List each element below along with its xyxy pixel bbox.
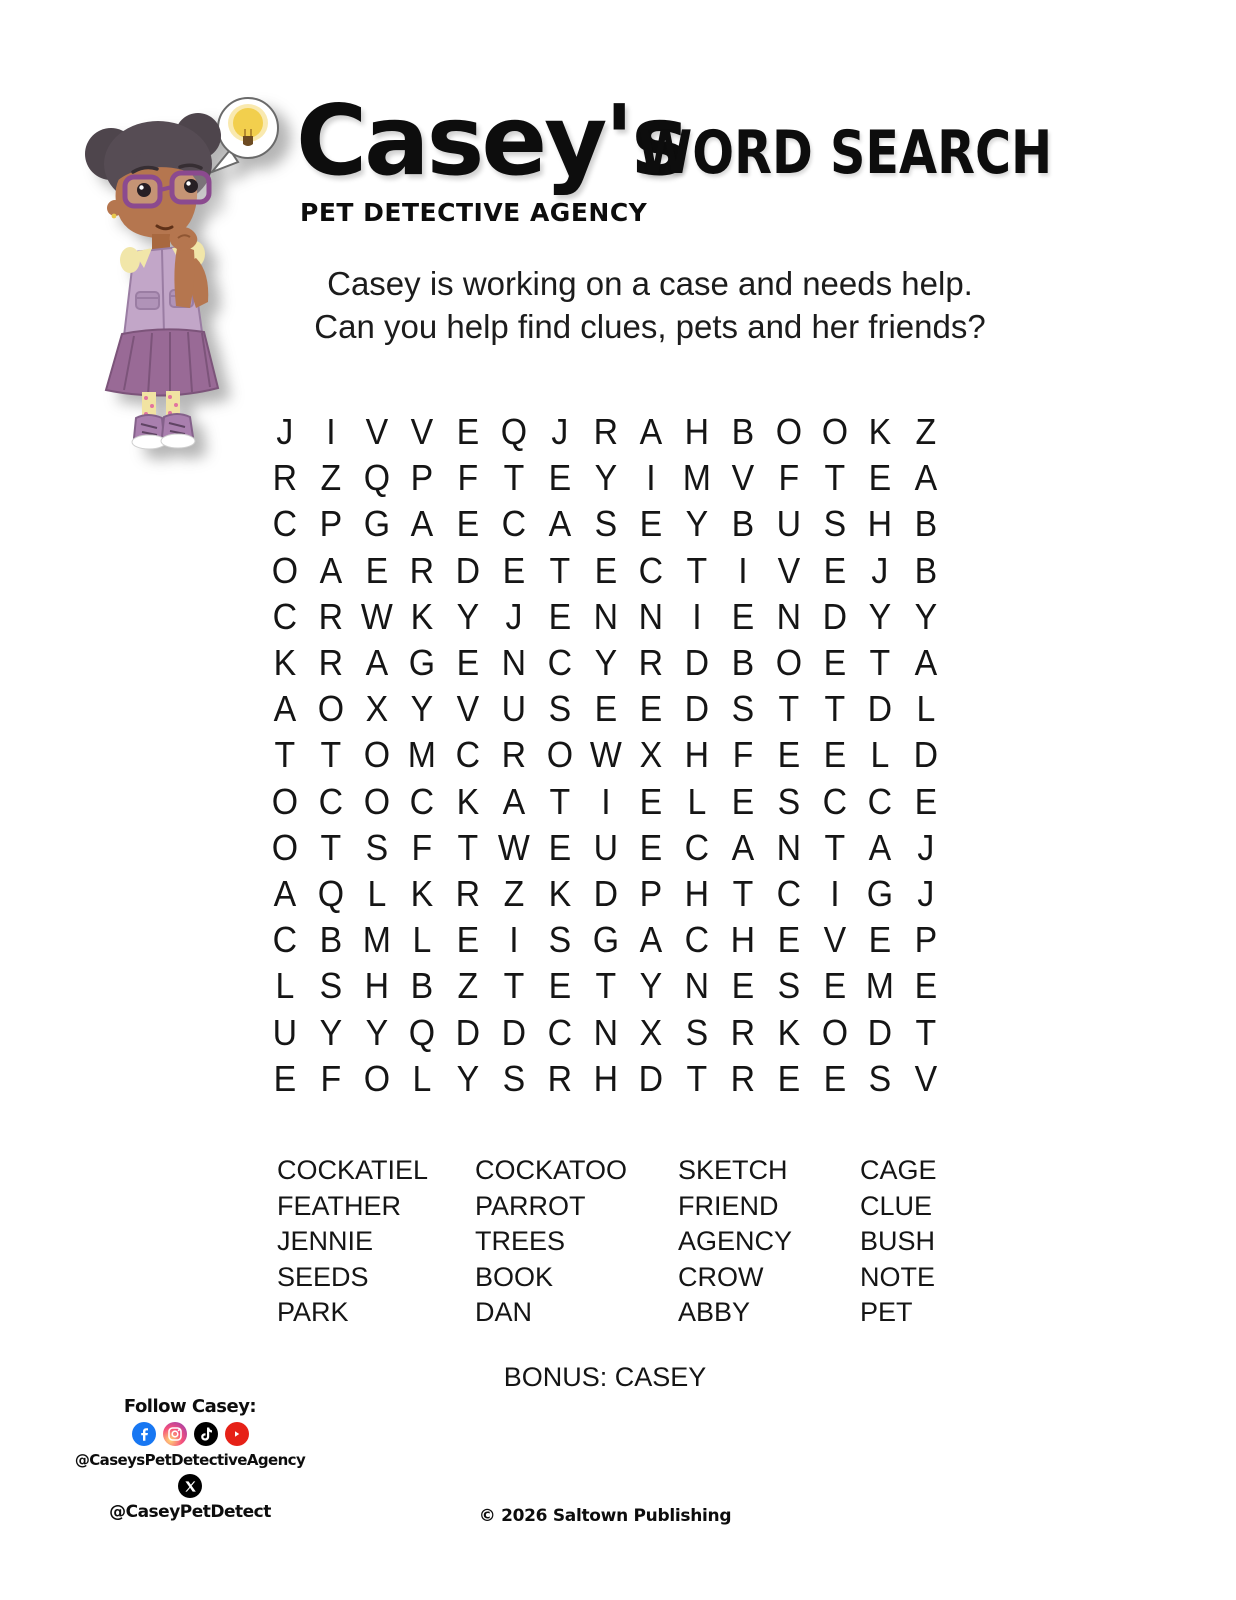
grid-letter: S	[365, 826, 388, 868]
word-list-item: FEATHER	[277, 1190, 402, 1221]
word-list-column-2	[475, 1153, 678, 1331]
grid-letter: E	[548, 965, 571, 1007]
grid-letter: V	[914, 1057, 938, 1099]
grid-letter: E	[823, 734, 846, 776]
grid-letter: C	[868, 780, 893, 822]
grid-letter: L	[687, 780, 707, 822]
grid-letter: P	[640, 873, 663, 915]
grid-letter: O	[821, 1011, 848, 1053]
grid-letter: C	[272, 503, 298, 545]
word-list-item: NOTE	[860, 1261, 936, 1292]
grid-letter: T	[549, 780, 571, 822]
grid-letter: X	[365, 688, 388, 730]
grid-letter: M	[408, 734, 437, 776]
grid-letter: K	[777, 1011, 800, 1053]
grid-letter: Q	[363, 457, 390, 499]
grid-letter: H	[730, 919, 756, 961]
word-list-item: CROW	[678, 1261, 764, 1292]
grid-letter: Y	[640, 965, 663, 1007]
grid-letter: A	[869, 826, 892, 868]
grid-letter: E	[823, 642, 846, 684]
grid-letter: I	[325, 411, 336, 453]
grid-letter: D	[455, 549, 481, 591]
grid-letter: S	[685, 1011, 709, 1053]
grid-letter: A	[548, 503, 571, 545]
grid-letter: E	[731, 965, 755, 1007]
word-list-item: CLUE	[860, 1190, 933, 1221]
grid-letter: A	[914, 642, 938, 684]
grid-letter: A	[502, 780, 526, 822]
grid-letter: B	[914, 503, 938, 545]
grid-letter: C	[547, 642, 572, 684]
word-list-item: DAN	[475, 1297, 533, 1328]
grid-letter: X	[640, 1011, 663, 1053]
grid-letter: A	[914, 457, 938, 499]
x-icon	[178, 1474, 202, 1498]
idea-speech-bubble	[212, 98, 278, 172]
grid-letter: H	[593, 1057, 618, 1099]
grid-letter: E	[777, 734, 800, 776]
word-list-column-3	[678, 1153, 860, 1331]
grid-letter: T	[732, 873, 754, 915]
grid-letter: E	[456, 919, 480, 961]
grid-letter: E	[594, 688, 617, 730]
grid-letter: Y	[594, 457, 617, 499]
grid-letter: Q	[317, 873, 344, 915]
grid-letter: R	[547, 1057, 572, 1099]
grid-letter: T	[320, 826, 342, 868]
grid-letter: C	[684, 826, 710, 868]
grid-letter: J	[505, 595, 523, 637]
grid-letter: D	[913, 734, 939, 776]
grid-letter: Y	[869, 595, 892, 637]
grid-letter: N	[684, 965, 710, 1007]
grid-letter: O	[363, 780, 390, 822]
grid-letter: O	[271, 549, 299, 591]
grid-letter: F	[732, 734, 754, 776]
grid-letter: Z	[320, 457, 342, 499]
grid-letter: E	[869, 457, 892, 499]
grid-letter: E	[365, 549, 388, 591]
word-list	[277, 1153, 977, 1331]
grid-letter: R	[272, 457, 298, 499]
word-list-item: FRIEND	[678, 1190, 779, 1221]
follow-casey-label: Follow Casey:	[123, 1396, 257, 1417]
grid-letter: N	[593, 1011, 618, 1053]
grid-letter: N	[776, 826, 801, 868]
grid-letter: V	[731, 457, 755, 499]
grid-letter: I	[509, 919, 519, 961]
grid-letter: W	[589, 734, 622, 776]
word-list-item: PET	[860, 1297, 913, 1328]
grid-letter: J	[276, 411, 294, 453]
grid-letter: L	[412, 1057, 432, 1099]
grid-letter: W	[497, 826, 530, 868]
grid-letter: D	[593, 873, 618, 915]
grid-letter: Z	[915, 411, 937, 453]
grid-letter: Y	[456, 1057, 480, 1099]
grid-letter: O	[546, 734, 573, 776]
grid-letter: E	[548, 595, 571, 637]
grid-letter: S	[777, 780, 800, 822]
grid-letter: R	[730, 1057, 756, 1099]
grid-letter: G	[409, 642, 436, 684]
word-list-item: ABBY	[678, 1297, 751, 1328]
grid-letter: I	[692, 595, 702, 637]
grid-letter: E	[640, 688, 663, 730]
word-list-item: AGENCY	[678, 1226, 793, 1257]
social-block	[70, 1396, 310, 1522]
grid-letter: E	[823, 549, 846, 591]
brand-subtitle: PET DETECTIVE AGENCY	[300, 198, 648, 227]
grid-letter: T	[595, 965, 616, 1007]
grid-letter: J	[917, 873, 935, 915]
grid-letter: F	[778, 457, 800, 499]
grid-letter: V	[777, 549, 800, 591]
word-list-item: SKETCH	[678, 1155, 788, 1185]
grid-letter: Q	[409, 1011, 436, 1053]
grid-letter: E	[914, 965, 938, 1007]
grid-letter: C	[822, 780, 847, 822]
grid-letter: B	[411, 965, 434, 1007]
letter-grid	[262, 409, 949, 1102]
grid-letter: U	[593, 826, 618, 868]
grid-letter: N	[501, 642, 527, 684]
facebook-icon	[132, 1422, 156, 1446]
grid-letter: G	[363, 503, 390, 545]
grid-letter: A	[411, 503, 434, 545]
grid-letter: D	[455, 1011, 481, 1053]
grid-letter: E	[731, 595, 755, 637]
grid-letter: S	[548, 919, 571, 961]
grid-letter: W	[360, 595, 393, 637]
bonus-word-label: BONUS: CASEY	[503, 1362, 707, 1392]
word-list-item: PARROT	[475, 1190, 586, 1221]
grid-letter: I	[600, 780, 611, 822]
grid-letter: K	[456, 780, 480, 822]
grid-letter: C	[547, 1011, 572, 1053]
grid-letter: T	[274, 734, 296, 776]
grid-letter: Z	[503, 873, 525, 915]
instagram-icon	[163, 1422, 187, 1446]
grid-letter: D	[684, 688, 710, 730]
grid-letter: C	[410, 780, 435, 822]
grid-letter: O	[821, 411, 848, 453]
grid-letter: G	[867, 873, 894, 915]
grid-letter: Q	[500, 411, 528, 453]
grid-letter: U	[776, 503, 801, 545]
grid-letter: E	[594, 549, 617, 591]
grid-letter: S	[594, 503, 617, 545]
page-title: WORD SEARCH	[638, 118, 1053, 188]
grid-letter: Y	[594, 642, 617, 684]
grid-letter: C	[455, 734, 481, 776]
social-handle-main: @CaseysPetDetectiveAgency	[74, 1451, 306, 1469]
youtube-icon	[225, 1422, 249, 1446]
grid-letter: H	[868, 503, 893, 545]
brand-title: Casey's	[296, 84, 686, 197]
grid-letter: D	[868, 1011, 893, 1053]
grid-letter: R	[593, 411, 618, 453]
grid-letter: B	[731, 503, 755, 545]
tiktok-icon	[194, 1422, 218, 1446]
grid-letter: P	[319, 503, 342, 545]
grid-letter: U	[272, 1011, 298, 1053]
grid-letter: C	[272, 919, 298, 961]
grid-letter: T	[686, 549, 708, 591]
grid-letter: R	[730, 1011, 756, 1053]
grid-letter: S	[548, 688, 571, 730]
grid-letter: K	[411, 873, 434, 915]
grid-letter: K	[869, 411, 892, 453]
grid-letter: Y	[914, 595, 938, 637]
grid-letter: E	[869, 919, 892, 961]
word-list-column-4	[860, 1153, 970, 1331]
grid-letter: H	[684, 873, 710, 915]
grid-letter: P	[411, 457, 434, 499]
grid-letter: O	[775, 642, 802, 684]
grid-letter: S	[319, 965, 342, 1007]
grid-letter: I	[646, 457, 656, 499]
grid-letter: T	[869, 642, 891, 684]
grid-letter: F	[457, 457, 479, 499]
grid-letter: R	[318, 642, 343, 684]
grid-letter: C	[684, 919, 710, 961]
word-list-item: CAGE	[860, 1155, 937, 1185]
grid-letter: E	[456, 503, 480, 545]
grid-letter: A	[273, 688, 297, 730]
word-list-item: COCKATOO	[475, 1155, 628, 1185]
grid-letter: Y	[685, 503, 709, 545]
grid-letter: C	[639, 549, 664, 591]
grid-letter: O	[775, 411, 802, 453]
grid-letter: S	[731, 688, 755, 730]
word-list-item: PARK	[277, 1297, 349, 1328]
intro-line-2: Can you help find clues, pets and her friends?	[314, 308, 986, 345]
grid-letter: I	[738, 549, 748, 591]
grid-letter: C	[501, 503, 527, 545]
grid-letter: A	[273, 873, 297, 915]
social-icon-row	[70, 1422, 310, 1446]
grid-letter: Z	[457, 965, 479, 1007]
grid-letter: S	[502, 1057, 526, 1099]
grid-letter: P	[914, 919, 938, 961]
grid-letter: E	[640, 780, 663, 822]
grid-letter: A	[319, 549, 342, 591]
grid-letter: H	[684, 411, 710, 453]
grid-letter: T	[778, 688, 800, 730]
grid-letter: G	[592, 919, 619, 961]
word-list-item: BOOK	[475, 1261, 554, 1292]
grid-letter: E	[777, 919, 800, 961]
word-list-column-1	[277, 1153, 475, 1331]
grid-letter: T	[915, 1011, 937, 1053]
intro-line-1: Casey is working on a case and needs help.	[327, 265, 973, 302]
social-handle-x: @CaseyPetDetect	[109, 1502, 271, 1522]
grid-letter: O	[317, 688, 344, 730]
word-list-item: BUSH	[860, 1226, 936, 1257]
grid-letter: I	[829, 873, 840, 915]
copyright-line: © 2026 Saltown Publishing	[478, 1506, 732, 1526]
grid-letter: E	[731, 780, 755, 822]
grid-letter: E	[456, 642, 480, 684]
grid-letter: E	[823, 965, 846, 1007]
grid-letter: L	[275, 965, 295, 1007]
grid-letter: O	[271, 826, 299, 868]
intro-text	[228, 262, 1072, 348]
grid-letter: J	[871, 549, 889, 591]
grid-letter: V	[365, 411, 388, 453]
grid-letter: E	[548, 826, 571, 868]
grid-letter: R	[455, 873, 481, 915]
grid-letter: H	[684, 734, 710, 776]
grid-letter: L	[916, 688, 936, 730]
grid-letter: R	[410, 549, 435, 591]
grid-letter: D	[822, 595, 847, 637]
grid-letter: F	[320, 1057, 342, 1099]
grid-letter: T	[457, 826, 479, 868]
grid-letter: V	[411, 411, 434, 453]
grid-letter: E	[640, 826, 663, 868]
grid-letter: Y	[456, 595, 480, 637]
grid-letter: F	[411, 826, 433, 868]
grid-letter: A	[365, 642, 388, 684]
grid-letter: Y	[411, 688, 434, 730]
grid-letter: N	[776, 595, 801, 637]
word-list-item: JENNIE	[277, 1226, 374, 1257]
grid-letter: N	[593, 595, 618, 637]
grid-letter: V	[456, 688, 480, 730]
grid-letter: E	[502, 549, 526, 591]
grid-letter: Y	[319, 1011, 342, 1053]
grid-letter: E	[273, 1057, 297, 1099]
grid-letter: B	[731, 642, 755, 684]
grid-letter: S	[869, 1057, 892, 1099]
grid-letter: E	[456, 411, 480, 453]
grid-letter: T	[824, 688, 845, 730]
grid-letter: A	[640, 411, 663, 453]
grid-letter: T	[686, 1057, 708, 1099]
grid-letter: B	[731, 411, 755, 453]
grid-letter: A	[731, 826, 755, 868]
grid-letter: K	[411, 595, 434, 637]
grid-letter: J	[551, 411, 569, 453]
grid-letter: O	[363, 1057, 390, 1099]
grid-letter: L	[870, 734, 890, 776]
grid-letter: C	[776, 873, 801, 915]
word-list-item: TREES	[475, 1226, 566, 1257]
grid-letter: E	[777, 1057, 800, 1099]
grid-letter: U	[501, 688, 527, 730]
grid-letter: J	[917, 826, 935, 868]
grid-letter: T	[824, 457, 845, 499]
grid-letter: T	[824, 826, 845, 868]
word-list-item: COCKATIEL	[277, 1155, 429, 1185]
grid-letter: M	[866, 965, 895, 1007]
grid-letter: T	[320, 734, 342, 776]
grid-letter: L	[367, 873, 386, 915]
grid-letter: D	[684, 642, 710, 684]
grid-letter: L	[412, 919, 432, 961]
grid-letter: D	[639, 1057, 664, 1099]
grid-letter: C	[272, 595, 298, 637]
grid-letter: X	[640, 734, 663, 776]
grid-letter: B	[914, 549, 938, 591]
grid-letter: T	[549, 549, 571, 591]
grid-letter: R	[501, 734, 527, 776]
grid-letter: M	[682, 457, 712, 499]
grid-letter: E	[823, 1057, 846, 1099]
grid-letter: T	[503, 457, 525, 499]
grid-letter: E	[548, 457, 571, 499]
grid-letter: K	[548, 873, 571, 915]
grid-letter: E	[640, 503, 663, 545]
grid-letter: R	[318, 595, 343, 637]
grid-letter: S	[777, 965, 800, 1007]
grid-letter: S	[823, 503, 846, 545]
grid-letter: A	[640, 919, 663, 961]
grid-letter: R	[639, 642, 664, 684]
grid-letter: O	[271, 780, 299, 822]
grid-letter: V	[823, 919, 846, 961]
grid-letter: C	[318, 780, 343, 822]
grid-letter: D	[868, 688, 893, 730]
word-list-item: SEEDS	[277, 1261, 369, 1292]
grid-letter: M	[362, 919, 391, 961]
grid-letter: B	[319, 919, 342, 961]
grid-letter: D	[501, 1011, 527, 1053]
grid-letter: H	[364, 965, 389, 1007]
grid-letter: E	[914, 780, 938, 822]
grid-letter: N	[639, 595, 664, 637]
grid-letter: T	[503, 965, 525, 1007]
grid-letter: O	[363, 734, 390, 776]
grid-letter: K	[273, 642, 297, 684]
grid-letter: Y	[365, 1011, 388, 1053]
